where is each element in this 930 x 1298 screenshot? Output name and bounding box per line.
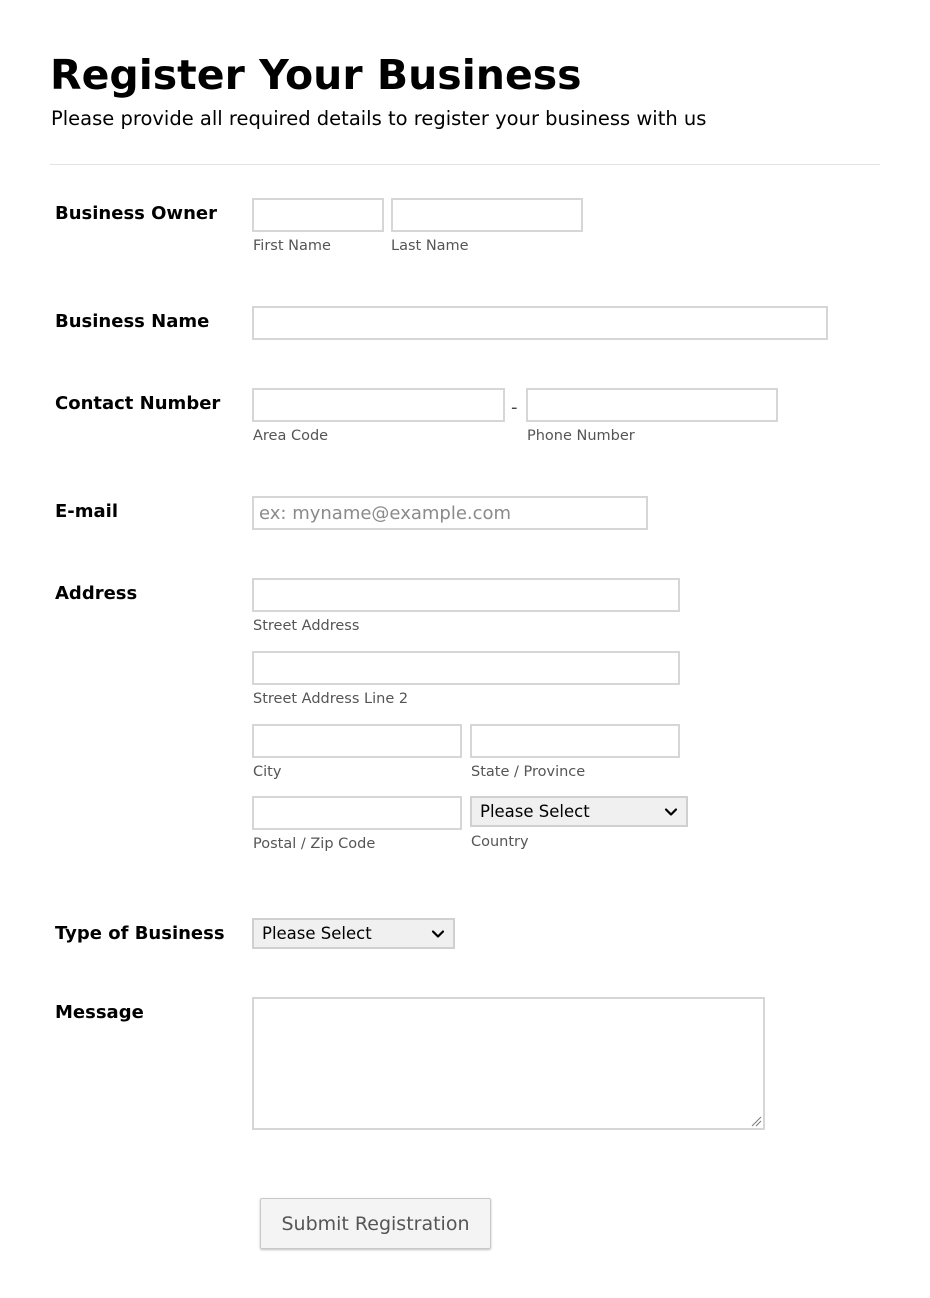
address-label: Address <box>55 583 138 604</box>
last-name-input[interactable] <box>391 198 583 232</box>
message-textarea[interactable] <box>252 997 765 1130</box>
page-subtitle: Please provide all required details to register your business with us <box>51 107 707 130</box>
area-code-input[interactable] <box>252 388 505 422</box>
last-name-sublabel: Last Name <box>391 238 469 254</box>
page-title: Register Your Business <box>50 51 582 99</box>
chevron-down-icon <box>664 805 678 819</box>
first-name-sublabel: First Name <box>253 238 331 254</box>
business-type-label: Type of Business <box>55 923 225 944</box>
email-input[interactable] <box>252 496 648 530</box>
country-sublabel: Country <box>471 834 529 850</box>
city-sublabel: City <box>253 764 282 780</box>
email-label: E-mail <box>55 501 119 522</box>
business-type-select-value: Please Select <box>262 924 372 943</box>
header-divider <box>50 164 880 165</box>
contact-number-label: Contact Number <box>55 393 221 414</box>
street-address-sublabel: Street Address <box>253 618 360 634</box>
area-code-sublabel: Area Code <box>253 428 329 444</box>
business-name-input[interactable] <box>252 306 828 340</box>
resize-grip-icon[interactable] <box>751 1116 762 1127</box>
state-province-sublabel: State / Province <box>471 764 586 780</box>
postal-code-sublabel: Postal / Zip Code <box>253 836 376 852</box>
state-province-input[interactable] <box>470 724 680 758</box>
phone-number-input[interactable] <box>526 388 778 422</box>
country-select[interactable] <box>470 796 688 827</box>
city-input[interactable] <box>252 724 462 758</box>
postal-code-input[interactable] <box>252 796 462 830</box>
business-name-label: Business Name <box>55 311 210 332</box>
street-address-input[interactable] <box>252 578 680 612</box>
country-select-value: Please Select <box>480 802 590 821</box>
phone-separator: - <box>511 397 518 418</box>
street-address-line2-input[interactable] <box>252 651 680 685</box>
chevron-down-icon <box>431 927 445 941</box>
message-label: Message <box>55 1002 144 1023</box>
business-owner-label: Business Owner <box>55 203 217 224</box>
submit-registration-button[interactable]: Submit Registration <box>260 1198 491 1249</box>
phone-number-sublabel: Phone Number <box>527 428 635 444</box>
first-name-input[interactable] <box>252 198 384 232</box>
street-address-line2-sublabel: Street Address Line 2 <box>253 691 409 707</box>
business-type-select[interactable] <box>252 918 455 949</box>
